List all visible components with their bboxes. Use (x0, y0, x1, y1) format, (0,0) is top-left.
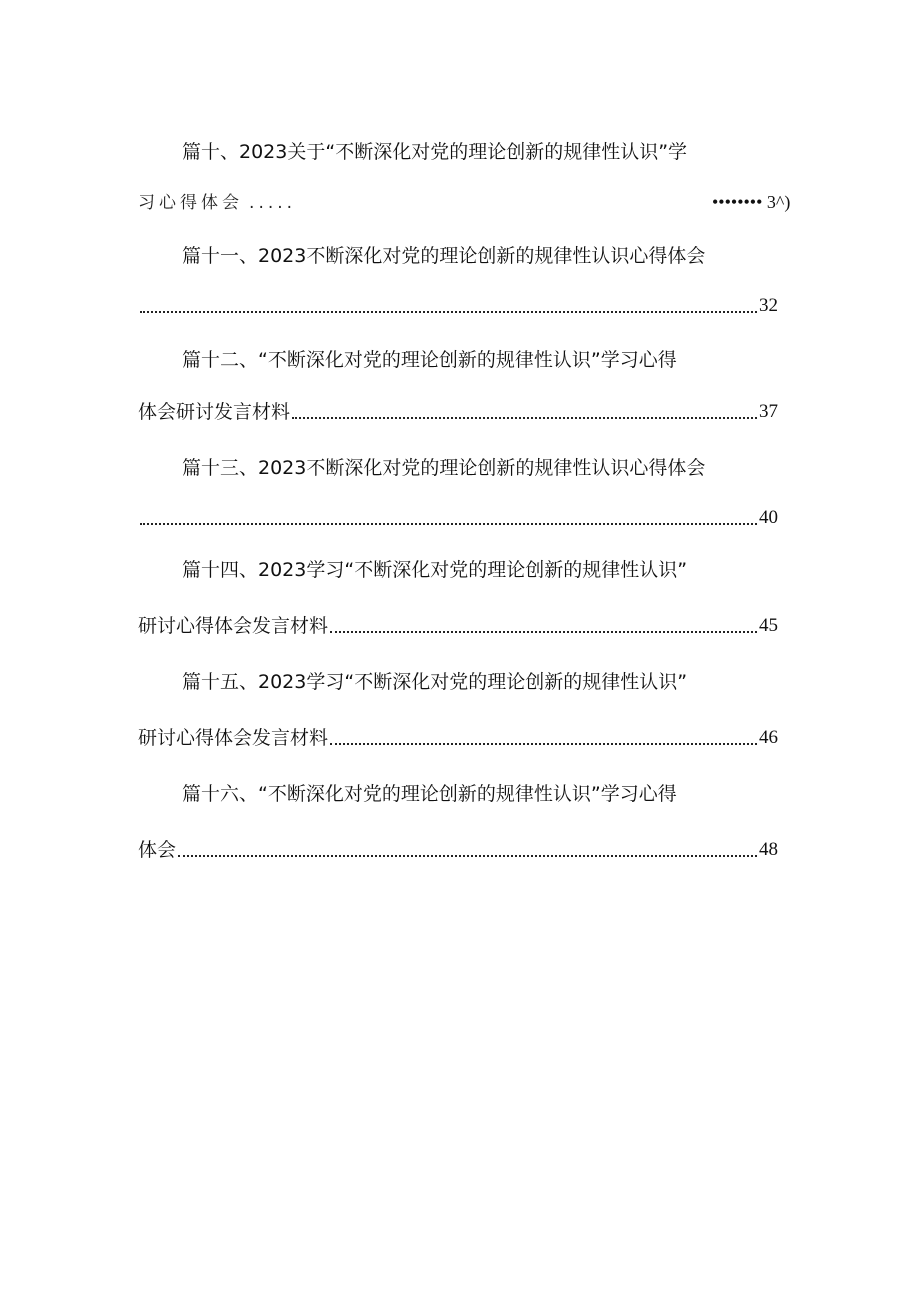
toc-entry-11-leader-row[interactable] (138, 294, 778, 318)
toc-entry-13-leader-row[interactable] (138, 506, 778, 530)
dot-leader (178, 838, 757, 862)
toc-entry-15-title-cont: 研讨心得体会发言材料 (138, 727, 329, 749)
toc-entry-10-title[interactable]: 篇十、2023关于“不断深化对党的理论创新的规律性认识”学 (182, 141, 688, 163)
dot-leader (330, 726, 757, 750)
toc-entry-14-page: 45 (759, 615, 778, 636)
dot-leader (330, 614, 757, 638)
dot-leader (140, 294, 757, 318)
toc-entry-12-leader-row[interactable] (138, 400, 778, 424)
toc-entry-15-title[interactable]: 篇十五、2023学习“不断深化对党的理论创新的规律性认识” (182, 671, 688, 693)
toc-entry-12-title-cont: 体会研讨发言材料 (138, 401, 291, 423)
toc-entry-10-continuation[interactable] (138, 190, 296, 214)
toc-entry-16-title-cont: 体会 (138, 839, 177, 861)
toc-entry-15-leader-row[interactable] (138, 726, 778, 750)
toc-entry-11-title[interactable]: 篇十一、2023不断深化对党的理论创新的规律性认识心得体会 (182, 245, 706, 267)
toc-entry-16-page: 48 (759, 839, 778, 860)
toc-entry-16-title[interactable]: 篇十六、“不断深化对党的理论创新的规律性认识”学习心得 (182, 783, 677, 805)
toc-entry-13-page: 40 (759, 507, 778, 528)
toc-entry-14-title[interactable]: 篇十四、2023学习“不断深化对党的理论创新的规律性认识” (182, 559, 688, 581)
toc-entry-16-leader-row[interactable] (138, 838, 778, 862)
toc-entry-14-title-cont: 研讨心得体会发言材料 (138, 615, 329, 637)
toc-entry-12-title[interactable]: 篇十二、“不断深化对党的理论创新的规律性认识”学习心得 (182, 349, 677, 371)
dot-leader (292, 400, 757, 424)
toc-entry-11-page: 32 (759, 295, 778, 316)
toc-entry-10-dots: ..... (249, 193, 297, 213)
toc-entry-10-page: •••••••• 3^) (712, 192, 791, 212)
toc-entry-15-page: 46 (759, 727, 778, 748)
dot-leader (140, 506, 757, 530)
toc-entry-13-title[interactable]: 篇十三、2023不断深化对党的理论创新的规律性认识心得体会 (182, 457, 706, 479)
toc-entry-14-leader-row[interactable] (138, 614, 778, 638)
toc-entry-10-title-cont: 习心得体会 (138, 193, 243, 213)
toc-entry-12-page: 37 (759, 401, 778, 422)
